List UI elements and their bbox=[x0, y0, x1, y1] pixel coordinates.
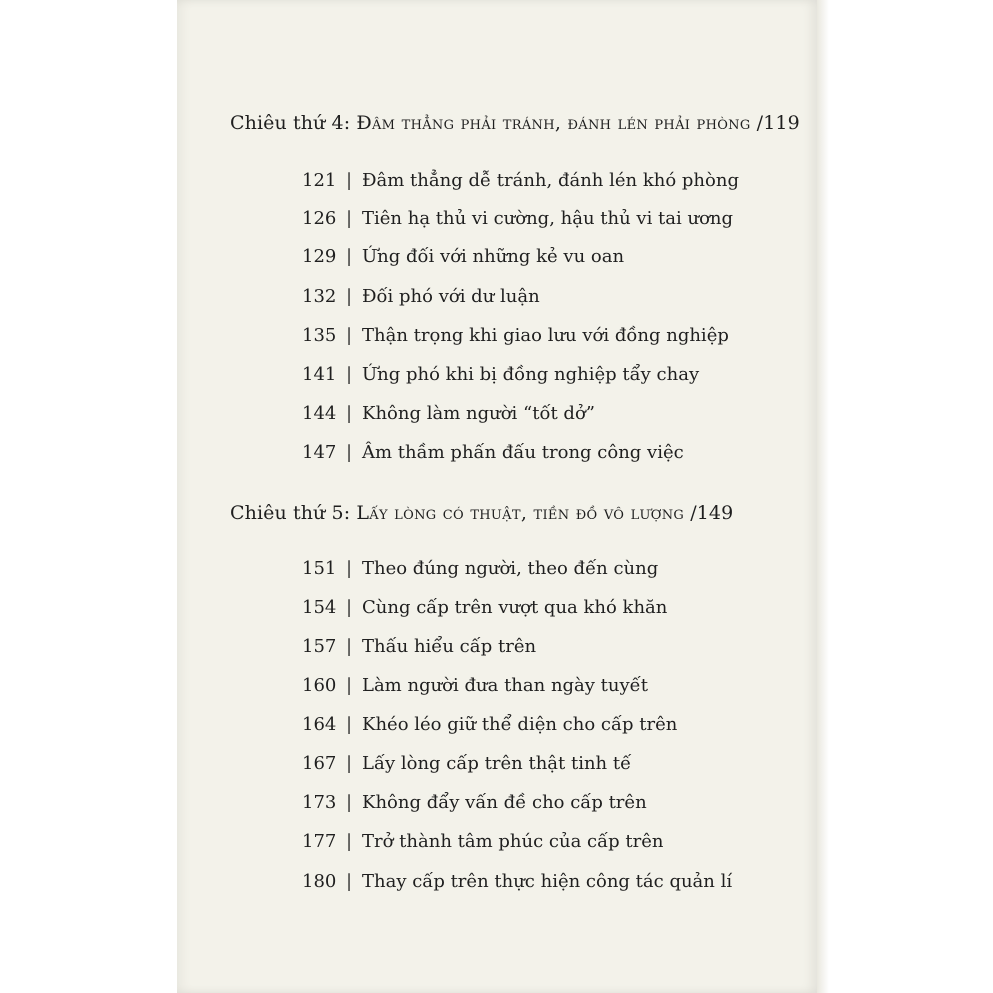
toc-entry bbox=[302, 675, 648, 696]
toc-entry bbox=[302, 170, 739, 191]
entry-separator: | bbox=[345, 597, 353, 618]
page-edge bbox=[817, 0, 829, 993]
entry-title: Trở thành tâm phúc của cấp trên bbox=[362, 831, 664, 852]
entry-separator: | bbox=[345, 636, 353, 657]
entry-page: 180 bbox=[302, 871, 337, 892]
section-prefix: Chiêu thứ 5: bbox=[230, 502, 357, 524]
section-heading-5 bbox=[230, 502, 733, 524]
entry-separator: | bbox=[345, 753, 353, 774]
toc-entry bbox=[302, 831, 663, 852]
entry-separator: | bbox=[345, 170, 353, 191]
entry-title: Thấu hiểu cấp trên bbox=[362, 636, 537, 657]
entry-separator: | bbox=[345, 403, 353, 424]
entry-page: 144 bbox=[302, 403, 337, 424]
entry-page: 173 bbox=[302, 792, 337, 813]
entry-page: 129 bbox=[302, 246, 337, 267]
toc-entry bbox=[302, 597, 667, 618]
entry-title: Thận trọng khi giao lưu với đồng nghiệp bbox=[362, 325, 729, 346]
entry-page: 126 bbox=[302, 208, 337, 229]
entry-title: Khéo léo giữ thể diện cho cấp trên bbox=[362, 714, 678, 735]
toc-entry bbox=[302, 325, 729, 346]
entry-separator: | bbox=[345, 442, 353, 463]
entry-page: 160 bbox=[302, 675, 337, 696]
section-title: Đâm thẳng phải tránh, đánh lén phải phòng bbox=[356, 112, 751, 134]
toc-entry bbox=[302, 208, 733, 229]
section-page: /149 bbox=[684, 502, 734, 524]
entry-page: 121 bbox=[302, 170, 337, 191]
toc-entry bbox=[302, 403, 595, 424]
toc-entry bbox=[302, 286, 540, 307]
entry-page: 157 bbox=[302, 636, 337, 657]
section-heading-4 bbox=[230, 112, 800, 134]
entry-page: 147 bbox=[302, 442, 337, 463]
entry-title: Đâm thẳng dễ tránh, đánh lén khó phòng bbox=[362, 170, 739, 191]
entry-title: Cùng cấp trên vượt qua khó khăn bbox=[362, 597, 668, 618]
entry-title: Âm thầm phấn đấu trong công việc bbox=[362, 442, 684, 463]
entry-title: Ứng phó khi bị đồng nghiệp tẩy chay bbox=[362, 364, 700, 385]
entry-separator: | bbox=[345, 364, 353, 385]
toc-entry bbox=[302, 246, 624, 267]
toc-entry bbox=[302, 753, 631, 774]
toc-entry bbox=[302, 636, 536, 657]
entry-title: Thay cấp trên thực hiện công tác quản lí bbox=[362, 871, 733, 892]
entry-title: Đối phó với dư luận bbox=[362, 286, 540, 307]
toc-entry bbox=[302, 558, 658, 579]
toc-entry bbox=[302, 714, 677, 735]
entry-title: Theo đúng người, theo đến cùng bbox=[362, 558, 659, 579]
toc-entry bbox=[302, 442, 684, 463]
entry-page: 154 bbox=[302, 597, 337, 618]
entry-separator: | bbox=[345, 675, 353, 696]
entry-title: Tiên hạ thủ vi cường, hậu thủ vi tai ương bbox=[362, 208, 734, 229]
entry-separator: | bbox=[345, 558, 353, 579]
toc-entry bbox=[302, 871, 732, 892]
section-page: /119 bbox=[750, 112, 800, 134]
entry-title: Không làm người “tốt dở” bbox=[362, 403, 595, 424]
section-prefix: Chiêu thứ 4: bbox=[230, 112, 357, 134]
entry-title: Lấy lòng cấp trên thật tinh tế bbox=[362, 753, 632, 774]
entry-separator: | bbox=[345, 871, 353, 892]
entry-page: 151 bbox=[302, 558, 337, 579]
entry-separator: | bbox=[345, 714, 353, 735]
entry-page: 167 bbox=[302, 753, 337, 774]
section-title: Lấy lòng có thuật, tiền đồ vô lượng bbox=[356, 502, 685, 524]
entry-title: Không đẩy vấn đề cho cấp trên bbox=[362, 792, 647, 813]
entry-separator: | bbox=[345, 325, 353, 346]
entry-separator: | bbox=[345, 286, 353, 307]
toc-entry bbox=[302, 364, 699, 385]
toc-entry bbox=[302, 792, 647, 813]
entry-title: Ứng đối với những kẻ vu oan bbox=[362, 246, 625, 267]
entry-page: 164 bbox=[302, 714, 337, 735]
entry-title: Làm người đưa than ngày tuyết bbox=[362, 675, 648, 696]
entry-separator: | bbox=[345, 831, 353, 852]
entry-page: 177 bbox=[302, 831, 337, 852]
entry-page: 135 bbox=[302, 325, 337, 346]
entry-separator: | bbox=[345, 792, 353, 813]
entry-separator: | bbox=[345, 246, 353, 267]
entry-page: 132 bbox=[302, 286, 337, 307]
entry-separator: | bbox=[345, 208, 353, 229]
entry-page: 141 bbox=[302, 364, 337, 385]
